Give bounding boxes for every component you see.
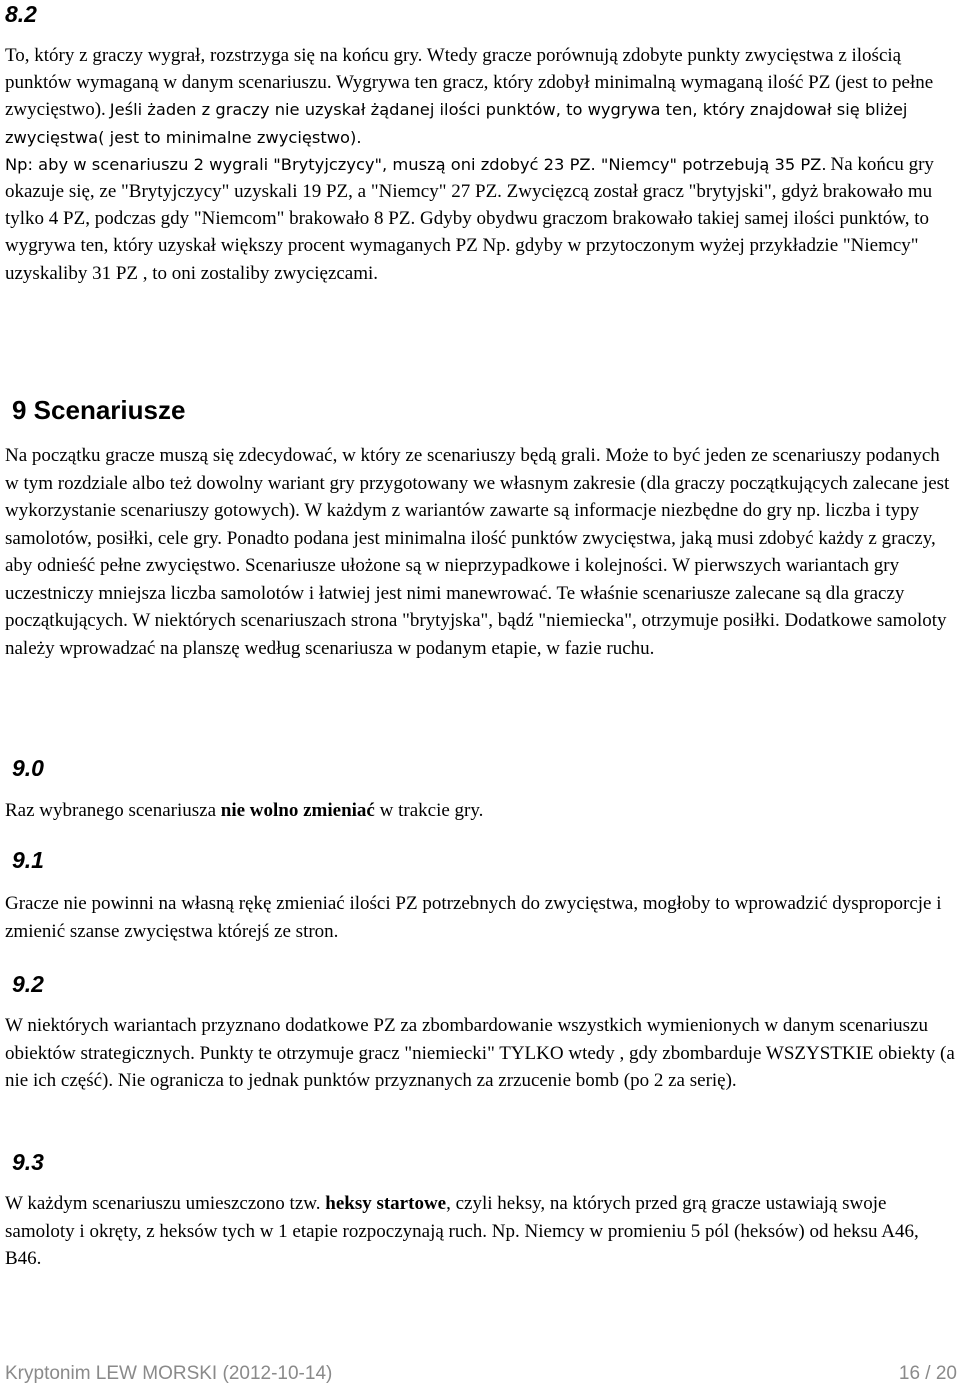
heading-9-0: 9.0 (12, 755, 44, 781)
footer-page-number: 16 / 20 (898, 1363, 957, 1384)
footer-document-title: Kryptonim LEW MORSKI (2012-10-14) (5, 1363, 333, 1384)
heading-8-2: 8.2 (5, 1, 37, 27)
paragraph-8-2-c: Np: aby w scenariuszu 2 wygrali "Brytyjczycy", muszą oni zdobyć 23 PZ. "Niemcy" potrzebują 35 PZ. (5, 154, 827, 174)
heading-9-2: 9.2 (12, 971, 44, 997)
paragraph-9-3 (5, 1190, 957, 1273)
heading-9-scenariusze: 9 Scenariusze (12, 395, 186, 425)
paragraph-9-1: Gracze nie powinni na własną rękę zmieniać ilości PZ potrzebnych do zwycięstwa, mogłoby to wprowadzić dysproporcje i zmienić szanse zwycięstwa którejś ze stron. (5, 893, 942, 942)
paragraph-8-2-d: Na końcu gry okazuje się, ze "Brytyjczycy" uzyskali 19 PZ, a "Niemcy" 27 PZ. Zwycięzcą został gracz "brytyjski", gdyż brakowało mu tylko 4 PZ, podczas gdy "Niemcom" brakowało 8 PZ. Gdyby obydwu graczom brakowało takiej samej ilości punktów, to wygrywa ten, który uzyskał większy procent wymaganych PZ Np. gdyby w przytoczonym wyżej przykładzie "Niemcy" uzyskaliby 31 PZ , to oni zostaliby zwycięzcami. (5, 153, 934, 284)
paragraph-9-0-tail: w trakcie gry. (374, 800, 484, 821)
heading-9-1: 9.1 (12, 847, 44, 873)
paragraph-8-2-a: To, który z graczy wygrał, rozstrzyga się na końcu gry. Wtedy gracze porównują zdobyte punkty zwycięstwa z ilością punktów wymaganą w danym scenariuszu. Wygrywa ten gracz, który zdobył minimalną wymaganą ilość PZ (jest to pełne zwycięstwo). (5, 45, 934, 121)
paragraph-8-2-b: Jeśli żaden z graczy nie uzyskał żądanej ilości punktów, to wygrywa ten, który znajdował się bliżej zwycięstwa( jest to minimalne zwycięstwo). (5, 100, 908, 147)
paragraph-9-0 (5, 797, 957, 825)
emphasis-nie-wolno-zmieniac: nie wolno zmieniać (220, 800, 375, 821)
paragraph-9-0-text: Raz wybranego scenariusza (5, 800, 221, 821)
heading-9-3: 9.3 (12, 1149, 44, 1175)
paragraph-9-3-text: W każdym scenariuszu umieszczono tzw. (5, 1193, 326, 1214)
paragraph-9-2: W niektórych wariantach przyznano dodatkowe PZ za zbombardowanie wszystkich wymienionych w danym scenariuszu obiektów strategicznych. Punkty te otrzymuje gracz "niemiecki" TYLKO wtedy , gdy zbombarduje WSZYSTKIE obiekty (a nie ich część). Nie ogranicza to jednak punktów przyznanych za zrzucenie bomb (po 2 za serię). (5, 1015, 955, 1091)
paragraph-9-3-tail: , czyli heksy, na których przed grą gracze ustawiają swoje samoloty i okręty, z heksów tych w 1 etapie rozpoczynają ruch. Np. Niemcy w promieniu 5 pól (heksów) od heksu A46, B46. (5, 1193, 919, 1269)
paragraph-9-b: Może to być jeden ze scenariuszy podanych w tym rozdziale albo też dowolny wariant gry przygotowany we własnym zakresie (dla graczy początkujących zalecane jest wykorzystanie scenariuszy gotowych). W każdym z wariantów zawarte są informacje niezbędne do gry np. liczba i typy samolotów, posiłki, cele gry. Ponadto podana jest minimalna ilość punktów zwycięstwa, jaką musi zdobyć każdy z graczy, aby odnieść pełne zwycięstwo. Scenariusze ułożone są w nieprzypadkowe i kolejności. W pierwszych wariantach gry uczestniczy mniejsza liczba samolotów i łatwiej jest nimi manewrować. Te właśnie scenariusze zalecane są dla graczy początkujących. W niektórych scenariuszach strona "brytyjska", bądź "niemiecka", otrzymuje posiłki. Dodatkowe samoloty należy wprowadzać na planszę według scenariusza w podanym etapie, w fazie ruchu. (5, 445, 950, 659)
paragraph-9-a: Na początku gracze muszą się zdecydować, w który ze scenariuszy będą grali. (5, 445, 601, 466)
emphasis-heksy-startowe: heksy startowe (325, 1193, 447, 1214)
section-9-body (5, 442, 957, 662)
section-8-2-body (5, 42, 957, 287)
